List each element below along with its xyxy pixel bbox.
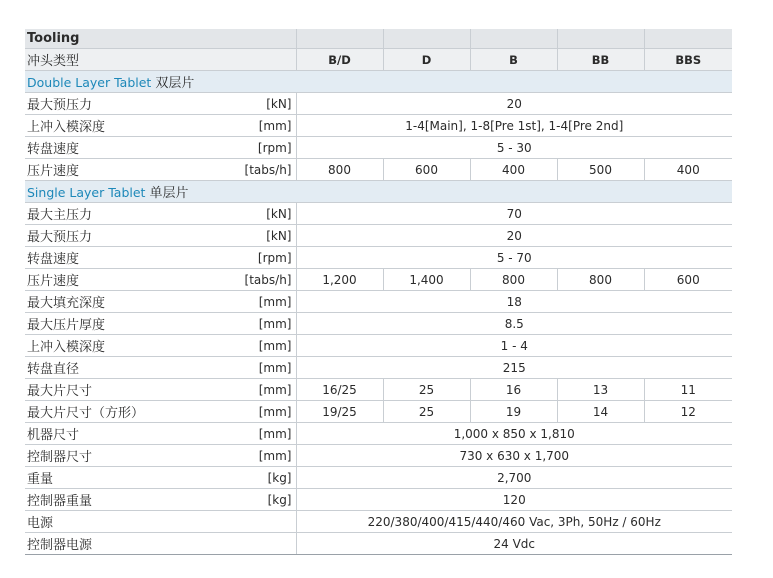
row-unit: [rpm]: [208, 137, 296, 159]
row-unit: [kN]: [208, 93, 296, 115]
row-unit: [mm]: [208, 335, 296, 357]
row-unit: [mm]: [208, 313, 296, 335]
header-title-row: [25, 29, 732, 49]
row-label: 控制器尺寸: [25, 445, 208, 467]
table-row: [25, 445, 732, 467]
header-blank: [470, 29, 557, 49]
row-value: 20: [296, 225, 732, 247]
row-value: 800: [557, 269, 644, 291]
row-label: 控制器重量: [25, 489, 208, 511]
row-label: 上冲入模深度: [25, 115, 208, 137]
row-unit: [mm]: [208, 423, 296, 445]
row-value: 500: [557, 159, 644, 181]
row-label: 压片速度: [25, 159, 208, 181]
row-unit: [tabs/h]: [208, 269, 296, 291]
row-value: 120: [296, 489, 732, 511]
row-unit: [mm]: [208, 379, 296, 401]
row-value: 600: [644, 269, 732, 291]
row-value: 730 x 630 x 1,700: [296, 445, 732, 467]
row-value: 11: [644, 379, 732, 401]
row-unit: [kg]: [208, 467, 296, 489]
row-value: 5 - 30: [296, 137, 732, 159]
row-label: 机器尺寸: [25, 423, 208, 445]
row-unit: [mm]: [208, 291, 296, 313]
tooling-type-d: D: [383, 49, 470, 71]
row-unit: [kg]: [208, 489, 296, 511]
header-blank: [296, 29, 383, 49]
row-value: 1 - 4: [296, 335, 732, 357]
section-title-zh: 单层片: [149, 186, 189, 201]
table-row: [25, 247, 732, 269]
row-value: 400: [470, 159, 557, 181]
table-row: [25, 401, 732, 423]
tooling-type-label: 冲头类型: [25, 49, 208, 71]
row-value: 220/380/400/415/440/460 Vac, 3Ph, 50Hz / 60Hz: [296, 511, 732, 533]
section-header-row: [25, 71, 732, 93]
row-label: 压片速度: [25, 269, 208, 291]
tooling-spec-table: [25, 29, 732, 555]
row-label: 转盘速度: [25, 137, 208, 159]
row-label: 最大预压力: [25, 93, 208, 115]
section-title-zh: 双层片: [155, 76, 195, 91]
tooling-type-bd: B/D: [296, 49, 383, 71]
row-value: 400: [644, 159, 732, 181]
row-label: 转盘速度: [25, 247, 208, 269]
row-unit: [tabs/h]: [208, 159, 296, 181]
section-header-row: [25, 181, 732, 203]
table-row: [25, 379, 732, 401]
tooling-type-b: B: [470, 49, 557, 71]
row-value: 5 - 70: [296, 247, 732, 269]
row-value: 600: [383, 159, 470, 181]
header-blank: [383, 29, 470, 49]
section-title-en: Single Layer Tablet: [27, 185, 146, 200]
table-row: [25, 115, 732, 137]
row-value: 2,700: [296, 467, 732, 489]
row-label: 控制器电源: [25, 533, 208, 555]
row-value: 13: [557, 379, 644, 401]
row-value: 1-4[Main], 1-8[Pre 1st], 1-4[Pre 2nd]: [296, 115, 732, 137]
row-value: 800: [470, 269, 557, 291]
row-label: 重量: [25, 467, 208, 489]
row-unit: [mm]: [208, 357, 296, 379]
table-row: [25, 511, 732, 533]
row-unit: [mm]: [208, 401, 296, 423]
row-value: 800: [296, 159, 383, 181]
section-header: [25, 181, 732, 203]
table-row: [25, 269, 732, 291]
table-row: [25, 159, 732, 181]
tooling-type-bbs: BBS: [644, 49, 732, 71]
header-types-row: [25, 49, 732, 71]
row-value: 20: [296, 93, 732, 115]
row-label: 最大片尺寸（方形）: [25, 401, 208, 423]
header-unit-blank: [208, 29, 296, 49]
table-row: [25, 313, 732, 335]
row-label: 转盘直径: [25, 357, 208, 379]
row-unit: [mm]: [208, 445, 296, 467]
row-value: 1,200: [296, 269, 383, 291]
table-row: [25, 423, 732, 445]
row-value: 12: [644, 401, 732, 423]
row-unit: [kN]: [208, 225, 296, 247]
table-row: [25, 357, 732, 379]
row-label: 最大压片厚度: [25, 313, 208, 335]
row-value: 25: [383, 379, 470, 401]
row-label: 最大预压力: [25, 225, 208, 247]
row-unit: [kN]: [208, 203, 296, 225]
row-value: 70: [296, 203, 732, 225]
table-row: [25, 225, 732, 247]
row-value: 18: [296, 291, 732, 313]
table-row: [25, 489, 732, 511]
table-row: [25, 533, 732, 555]
row-value: 1,400: [383, 269, 470, 291]
row-value: 16: [470, 379, 557, 401]
table-row: [25, 335, 732, 357]
header-blank: [557, 29, 644, 49]
row-value: 25: [383, 401, 470, 423]
header-unit-blank: [208, 49, 296, 71]
table-title: Tooling: [25, 29, 208, 49]
row-value: 1,000 x 850 x 1,810: [296, 423, 732, 445]
row-value: 8.5: [296, 313, 732, 335]
row-value: 16/25: [296, 379, 383, 401]
table-row: [25, 93, 732, 115]
row-label: 最大填充深度: [25, 291, 208, 313]
row-unit: [rpm]: [208, 247, 296, 269]
row-value: 24 Vdc: [296, 533, 732, 555]
row-label: 最大主压力: [25, 203, 208, 225]
table-row: [25, 467, 732, 489]
table-row: [25, 291, 732, 313]
row-value: 14: [557, 401, 644, 423]
row-unit: [208, 511, 296, 533]
row-label: 电源: [25, 511, 208, 533]
table-row: [25, 137, 732, 159]
row-label: 上冲入模深度: [25, 335, 208, 357]
row-label: 最大片尺寸: [25, 379, 208, 401]
row-value: 215: [296, 357, 732, 379]
row-unit: [mm]: [208, 115, 296, 137]
row-unit: [208, 533, 296, 555]
row-value: 19: [470, 401, 557, 423]
row-value: 19/25: [296, 401, 383, 423]
section-title-en: Double Layer Tablet: [27, 75, 152, 90]
table-row: [25, 203, 732, 225]
section-header: [25, 71, 732, 93]
tooling-type-bb: BB: [557, 49, 644, 71]
header-blank: [644, 29, 732, 49]
